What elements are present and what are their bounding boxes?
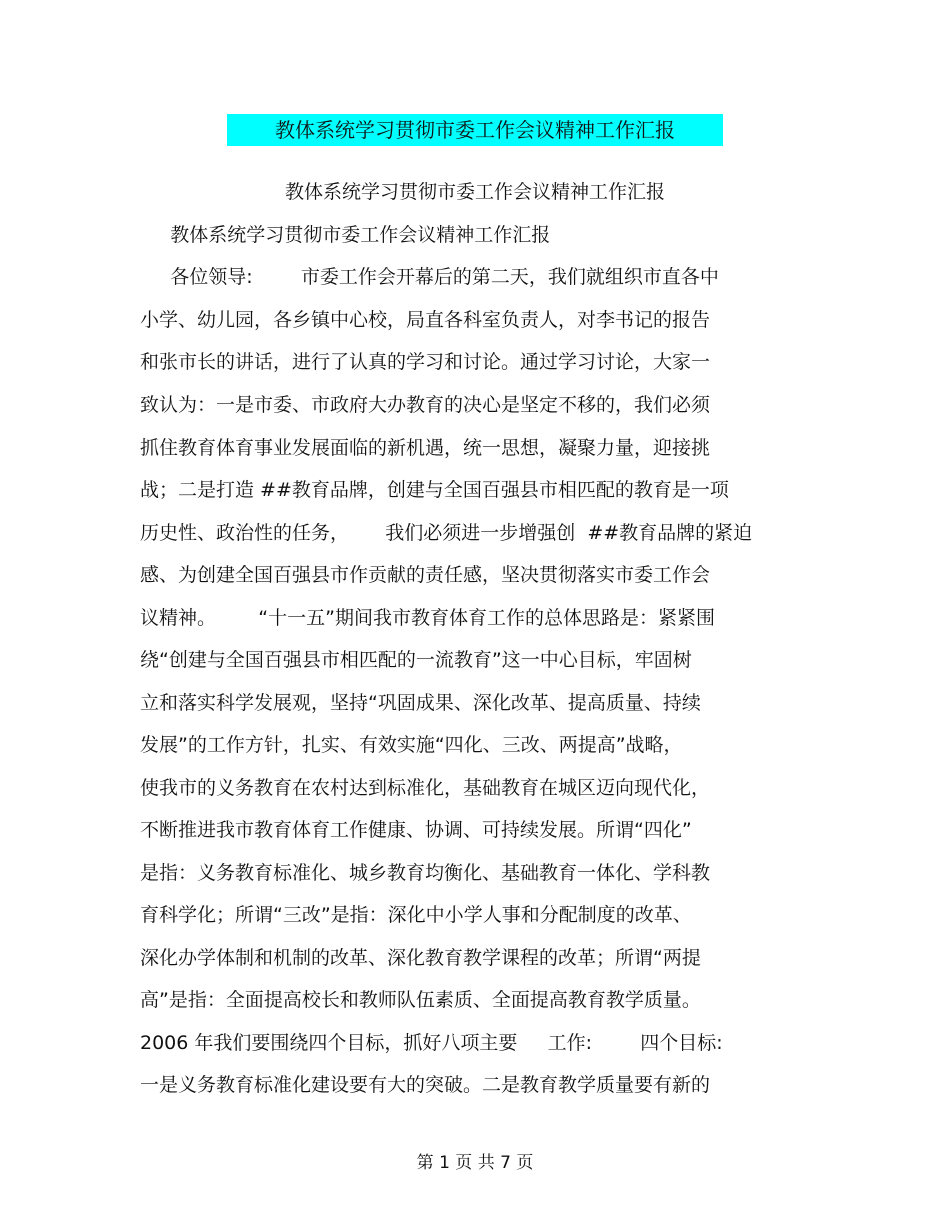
body-line: 发展”的工作方针，扎实、有效实施“四化、三改、两提高”战略， [140, 734, 683, 756]
body-line: 抓住教育体育事业发展面临的新机遇，统一思想，凝聚力量，迎接挑 [140, 437, 711, 459]
body-line: 战；二是打造 ##教育品牌，创建与全国百强县市相匹配的教育是一项 [140, 479, 729, 501]
body-line: 教体系统学习贯彻市委工作会议精神工作汇报 [140, 224, 551, 246]
body-line: 立和落实科学发展观，坚持“巩固成果、深化改革、提高质量、持续 [140, 692, 701, 714]
body-line: 2006 年我们要围绕四个目标，抓好八项主要 工作: 四个目标: [140, 1032, 723, 1054]
page-number-footer: 第 1 页 共 7 页 [416, 1153, 534, 1173]
body-line: 感、为创建全国百强县市作贡献的责任感，坚决贯彻落实市委工作会 [140, 564, 711, 586]
document-subtitle: 教体系统学习贯彻市委工作会议精神工作汇报 [284, 181, 665, 203]
body-line: 是指：义务教育标准化、城乡教育均衡化、基础教育一体化、学科教 [140, 862, 711, 884]
body-line: 各位领导: 市委工作会开幕后的第二天，我们就组织市直各中 [140, 266, 719, 288]
body-line: 高”是指：全面提高校长和教师队伍素质、全面提高教育教学质量。 [140, 989, 701, 1011]
body-line: 使我市的义务教育在农村达到标准化，基础教育在城区迈向现代化， [140, 777, 711, 799]
body-line: 深化办学体制和机制的改革、深化教育教学课程的改革；所谓“两提 [140, 947, 701, 969]
body-line: 和张市长的讲话，进行了认真的学习和讨论。通过学习讨论，大家一 [140, 351, 711, 373]
body-line: 不断推进我市教育体育工作健康、协调、可持续发展。所谓“四化” [140, 819, 692, 841]
body-line: 小学、幼儿园，各乡镇中心校，局直各科室负责人，对李书记的报告 [140, 309, 711, 331]
body-line: 绕“创建与全国百强县市相匹配的一流教育”这一中心目标，牢固树 [140, 649, 692, 671]
body-line: 议精神。 “十一五”期间我市教育体育工作的总体思路是：紧紧围 [140, 607, 715, 629]
document-title: 教体系统学习贯彻市委工作会议精神工作汇报 [227, 114, 723, 146]
body-line: 致认为：一是市委、市政府大办教育的决心是坚定不移的，我们必须 [140, 394, 711, 416]
body-line: 历史性、政治性的任务， 我们必须进一步增强创 ##教育品牌的紧迫 [140, 522, 753, 544]
body-line: 一是义务教育标准化建设要有大的突破。二是教育教学质量要有新的 [140, 1074, 711, 1096]
body-line: 育科学化；所谓“三改”是指：深化中小学人事和分配制度的改革、 [140, 904, 692, 926]
